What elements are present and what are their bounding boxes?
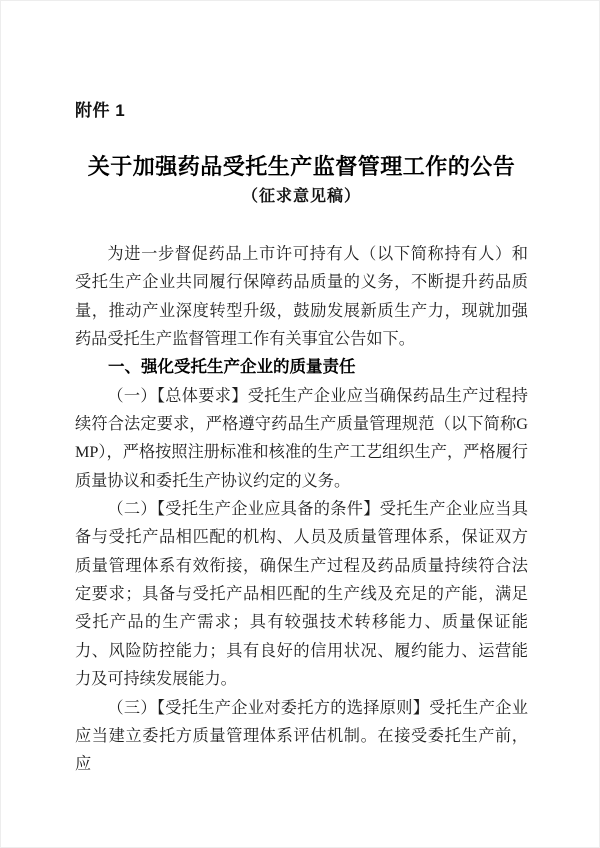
document-body [75, 240, 528, 779]
attachment-label: 附件 1 [75, 101, 126, 120]
paragraph-item-1: （一）【总体要求】受托生产企业应当确保药品生产过程持续符合法定要求，严格遵守药品生产质量管理规范（以下简称GMP），严格按照注册标准和核准的生产工艺组织生产，严格履行质量协议和委托生产协议约定的义务。 [75, 386, 528, 490]
paragraph-item-3: （三）【受托生产企业对委托方的选择原则】受托生产企业应当建立委托方质量管理体系评估机制。在接受委托生产前，应 [75, 698, 528, 774]
section-1-heading: 一、强化受托生产企业的质量责任 [108, 358, 356, 377]
paragraph-item-2: （二）【受托生产企业应具备的条件】受托生产企业应当具备与受托产品相匹配的机构、人员及质量管理体系，保证双方质量管理体系有效衔接，确保生产过程及药品质量持续符合法定要求；具备与受托产品相匹配的生产线及充足的产能，满足受托产品的生产需求；具有较强技术转移能力、质量保证能力、风险防控能力；具有良好的信用状况、履约能力、运营能力及可持续发展能力。 [75, 500, 528, 689]
document-subtitle: （征求意见稿） [241, 188, 361, 205]
intro-paragraph: 为进一步督促药品上市许可持有人（以下简称持有人）和受托生产企业共同履行保障药品质量的义务，不断提升药品质量，推动产业深度转型升级，鼓励发展新质生产力，现就加强药品受托生产监督管理工作有关事宜公告如下。 [75, 245, 528, 349]
document-title: 关于加强药品受托生产监督管理工作的公告 [87, 154, 516, 179]
